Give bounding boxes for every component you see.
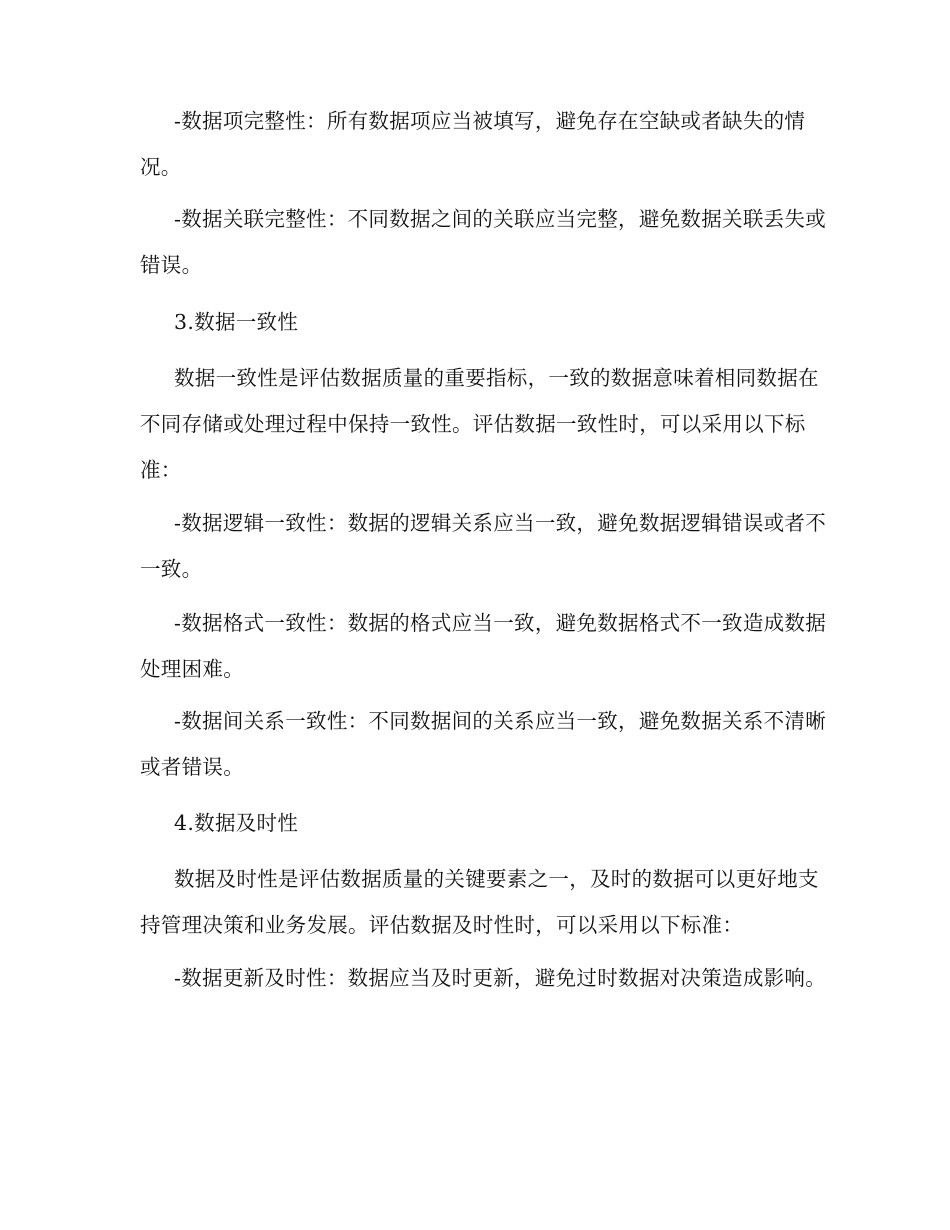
paragraph-update-timeliness: -数据更新及时性：数据应当及时更新，避免过时数据对决策造成影响。 bbox=[174, 966, 827, 990]
paragraph-consistency-intro: 数据一致性是评估数据质量的重要指标，一致的数据意味着相同数据在不同存储或处理过程中保持一致性。评估数据一致性时，可以采用以下标准： bbox=[140, 366, 819, 482]
paragraph-relation-consistency: -数据间关系一致性：不同数据间的关系应当一致，避免数据关系不清晰或者错误。 bbox=[140, 709, 827, 779]
paragraph-logic-consistency: -数据逻辑一致性：数据的逻辑关系应当一致，避免数据逻辑错误或者不一致。 bbox=[140, 511, 827, 581]
section-heading-consistency: 3.数据一致性 bbox=[174, 310, 299, 334]
paragraph-format-consistency: -数据格式一致性：数据的格式应当一致，避免数据格式不一致造成数据处理困难。 bbox=[140, 611, 827, 681]
section-heading-timeliness: 4.数据及时性 bbox=[174, 811, 299, 835]
paragraph-relation-completeness: -数据关联完整性：不同数据之间的关联应当完整，避免数据关联丢失或错误。 bbox=[140, 207, 827, 277]
paragraph-timeliness-intro: 数据及时性是评估数据质量的关键要素之一，及时的数据可以更好地支持管理决策和业务发展。评估数据及时性时，可以采用以下标准： bbox=[140, 867, 819, 937]
paragraph-item-completeness: -数据项完整性：所有数据项应当被填写，避免存在空缺或者缺失的情况。 bbox=[140, 109, 806, 179]
